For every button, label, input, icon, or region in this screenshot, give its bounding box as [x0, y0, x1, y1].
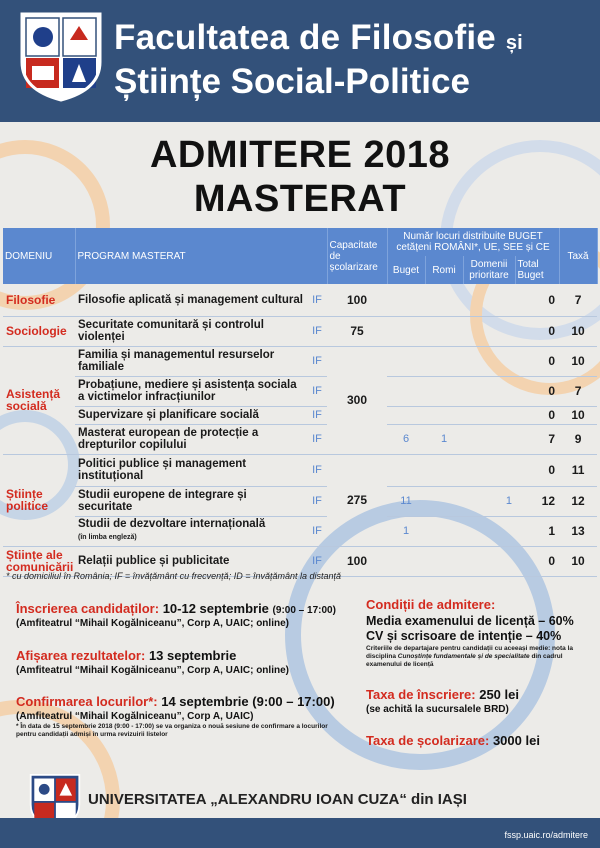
priority-value	[463, 516, 515, 546]
tuition-block	[366, 733, 596, 748]
registration-place: (Amfiteatrul “Mihail Kogălniceanu”, Corp A, UAIC; online)	[16, 618, 289, 629]
budget-value: 6	[387, 424, 425, 454]
faculty-title-line1: Facultatea de Filosofie și	[114, 18, 523, 57]
admission-title: ADMITERE 2018	[149, 134, 451, 176]
total-budget-value: 0	[515, 284, 559, 316]
table-row	[3, 284, 597, 316]
confirmation-label: Confirmarea locurilor*:	[16, 694, 158, 709]
budget-value: 1	[387, 516, 425, 546]
total-budget-value: 7	[515, 424, 559, 454]
roma-value	[425, 406, 463, 424]
priority-value	[463, 346, 515, 376]
header-fee: Taxă	[559, 228, 597, 284]
fee-value: 10	[559, 316, 597, 346]
form-of-study: IF	[307, 454, 327, 486]
roma-value	[425, 546, 463, 576]
capacity-value: 300	[327, 346, 387, 454]
priority-value	[463, 406, 515, 424]
budget-value	[387, 376, 425, 406]
program-name: Politici publice și management instituțional	[75, 454, 307, 486]
header-program: PROGRAM MASTERAT	[75, 228, 327, 284]
domain-stiinte-comunicarii: Științe ale comunicării	[3, 546, 75, 576]
total-budget-value: 0	[515, 406, 559, 424]
program-language-note: (în limba engleză)	[78, 534, 137, 541]
budget-value	[387, 316, 425, 346]
capacity-value: 100	[327, 284, 387, 316]
condition-exam-weight: Media examenului de licență – 60%	[366, 614, 574, 628]
program-name: Familia și managementul resurselor familiale	[75, 346, 307, 376]
capacity-value: 100	[327, 546, 387, 576]
results-place: (Amfiteatrul “Mihail Kogălniceanu”, Corp A, UAIC; online)	[16, 665, 289, 676]
confirmation-date: 14 septembrie (9:00 – 17:00)	[161, 694, 335, 709]
roma-value	[425, 516, 463, 546]
table-row	[3, 424, 597, 454]
university-name: UNIVERSITATEA „ALEXANDRU IOAN CUZA“ din IAȘI	[88, 791, 467, 808]
domain-asistenta-sociala: Asistență socială	[3, 346, 75, 454]
faculty-title-suffix: și	[505, 32, 523, 54]
roma-value	[425, 346, 463, 376]
tuition-value: 3000 lei	[492, 733, 540, 748]
roma-value	[425, 486, 463, 516]
total-budget-value: 12	[515, 486, 559, 516]
confirmation-place: (Amfiteatrul “Mihail Kogălniceanu”, Corp A, UAIC)	[16, 711, 254, 722]
fee-value: 13	[559, 516, 597, 546]
table-footnote: * cu domiciliul în România; IF = învățământ cu frecvență; ID = învățământ la distanță	[6, 571, 341, 581]
total-budget-value: 0	[515, 546, 559, 576]
program-name: Securitate comunitară și controlul violenței	[75, 316, 307, 346]
priority-value	[463, 454, 515, 486]
confirmation-block	[16, 694, 366, 739]
budget-value	[387, 454, 425, 486]
total-budget-value: 0	[515, 316, 559, 346]
header-capacity: Capacitate de școlarizare	[327, 228, 387, 284]
tuition-label: Taxa de școlarizare:	[366, 733, 490, 748]
registration-block	[16, 601, 366, 629]
tiebreak-criteria: Criteriile de departajare pentru candidații cu aceeași medie: nota la disciplina Cunoștințe fundamentale și de specialitate din cadrul examenului de licență	[366, 645, 573, 668]
roma-value	[425, 454, 463, 486]
fee-value: 9	[559, 424, 597, 454]
fee-value: 7	[559, 376, 597, 406]
total-budget-value: 1	[515, 516, 559, 546]
fee-value: 12	[559, 486, 597, 516]
program-name: Relații publice și publicitate	[75, 546, 307, 576]
total-budget-value: 0	[515, 454, 559, 486]
table-row	[3, 346, 597, 376]
capacity-value: 75	[327, 316, 387, 346]
table-row	[3, 406, 597, 424]
budget-value: 11	[387, 486, 425, 516]
programs-table	[3, 228, 598, 577]
fee-value: 7	[559, 284, 597, 316]
footer-url[interactable]: fssp.uaic.ro/admitere	[504, 830, 588, 840]
header-priority: Domenii prioritare	[463, 256, 515, 284]
header-places-group: Număr locuri distribuite BUGET cetățeni ROMÂNI*, UE, SEE și CE	[387, 228, 559, 256]
registration-label: Înscrierea candidaților:	[16, 601, 160, 616]
conditions-label: Condiții de admitere:	[366, 597, 496, 612]
total-budget-value: 0	[515, 346, 559, 376]
domain-stiinte-politice: Științe politice	[3, 454, 75, 546]
roma-value: 1	[425, 424, 463, 454]
results-label: Afișarea rezultatelor:	[16, 648, 146, 663]
capacity-value: 275	[327, 454, 387, 546]
roma-value	[425, 316, 463, 346]
domain-filosofie: Filosofie	[3, 284, 75, 316]
table-row	[3, 316, 597, 346]
fee-value: 10	[559, 546, 597, 576]
header-total: Total Buget	[515, 256, 559, 284]
table-row	[3, 454, 597, 486]
registration-hours: (9:00 – 17:00)	[272, 605, 336, 616]
faculty-title-line2: Științe Social-Politice	[114, 62, 470, 101]
form-of-study: IF	[307, 284, 327, 316]
budget-value	[387, 284, 425, 316]
roma-value	[425, 284, 463, 316]
program-name: Supervizare și planificare socială	[75, 406, 307, 424]
conditions-block	[366, 597, 596, 669]
form-of-study: IF	[307, 376, 327, 406]
budget-value	[387, 546, 425, 576]
program-name: Studii de dezvoltare internațională (în limba engleză)	[75, 516, 307, 546]
program-name: Studii europene de integrare și securitate	[75, 486, 307, 516]
table-row	[3, 486, 597, 516]
results-block	[16, 648, 366, 676]
registration-fee-note: (se achită la sucursalele BRD)	[366, 704, 509, 715]
priority-value	[463, 546, 515, 576]
form-of-study: IF	[307, 346, 327, 376]
form-of-study: IF	[307, 546, 327, 576]
budget-value	[387, 346, 425, 376]
masterat-title: MASTERAT	[193, 178, 407, 220]
priority-value: 1	[463, 486, 515, 516]
registration-fee-block	[366, 687, 596, 715]
domain-sociologie: Sociologie	[3, 316, 75, 346]
form-of-study: IF	[307, 406, 327, 424]
priority-value	[463, 284, 515, 316]
header-budget: Buget	[387, 256, 425, 284]
results-date: 13 septembrie	[148, 648, 237, 663]
header-roma: Romi	[425, 256, 463, 284]
registration-dates: 10-12 septembrie	[162, 601, 269, 616]
confirmation-note: * În data de 15 septembrie 2018 (9:00 - 17:00) se va organiza o nouă sesiune de confirmare a locurilor pentru candidații admiși în urma revizuirii listelor	[16, 723, 328, 738]
priority-value	[463, 376, 515, 406]
table-row	[3, 516, 597, 546]
fee-value: 11	[559, 454, 597, 486]
form-of-study: IF	[307, 516, 327, 546]
fee-value: 10	[559, 346, 597, 376]
condition-cv-weight: CV și scrisoare de intenție – 40%	[366, 629, 562, 643]
program-name: Filosofie aplicată și management cultural	[75, 284, 307, 316]
faculty-crest-icon	[18, 10, 104, 102]
registration-fee-label: Taxa de înscriere:	[366, 687, 476, 702]
roma-value	[425, 376, 463, 406]
registration-fee-value: 250 lei	[479, 687, 519, 702]
program-name: Probațiune, mediere și asistența sociala a victimelor infracțiunilor	[75, 376, 307, 406]
form-of-study: IF	[307, 424, 327, 454]
form-of-study: IF	[307, 486, 327, 516]
program-name: Masterat european de protecție a drepturilor copilului	[75, 424, 307, 454]
fee-value: 10	[559, 406, 597, 424]
priority-value	[463, 316, 515, 346]
total-budget-value: 0	[515, 376, 559, 406]
table-row	[3, 376, 597, 406]
form-of-study: IF	[307, 316, 327, 346]
priority-value	[463, 424, 515, 454]
budget-value	[387, 406, 425, 424]
header-domain: DOMENIU	[3, 228, 75, 284]
